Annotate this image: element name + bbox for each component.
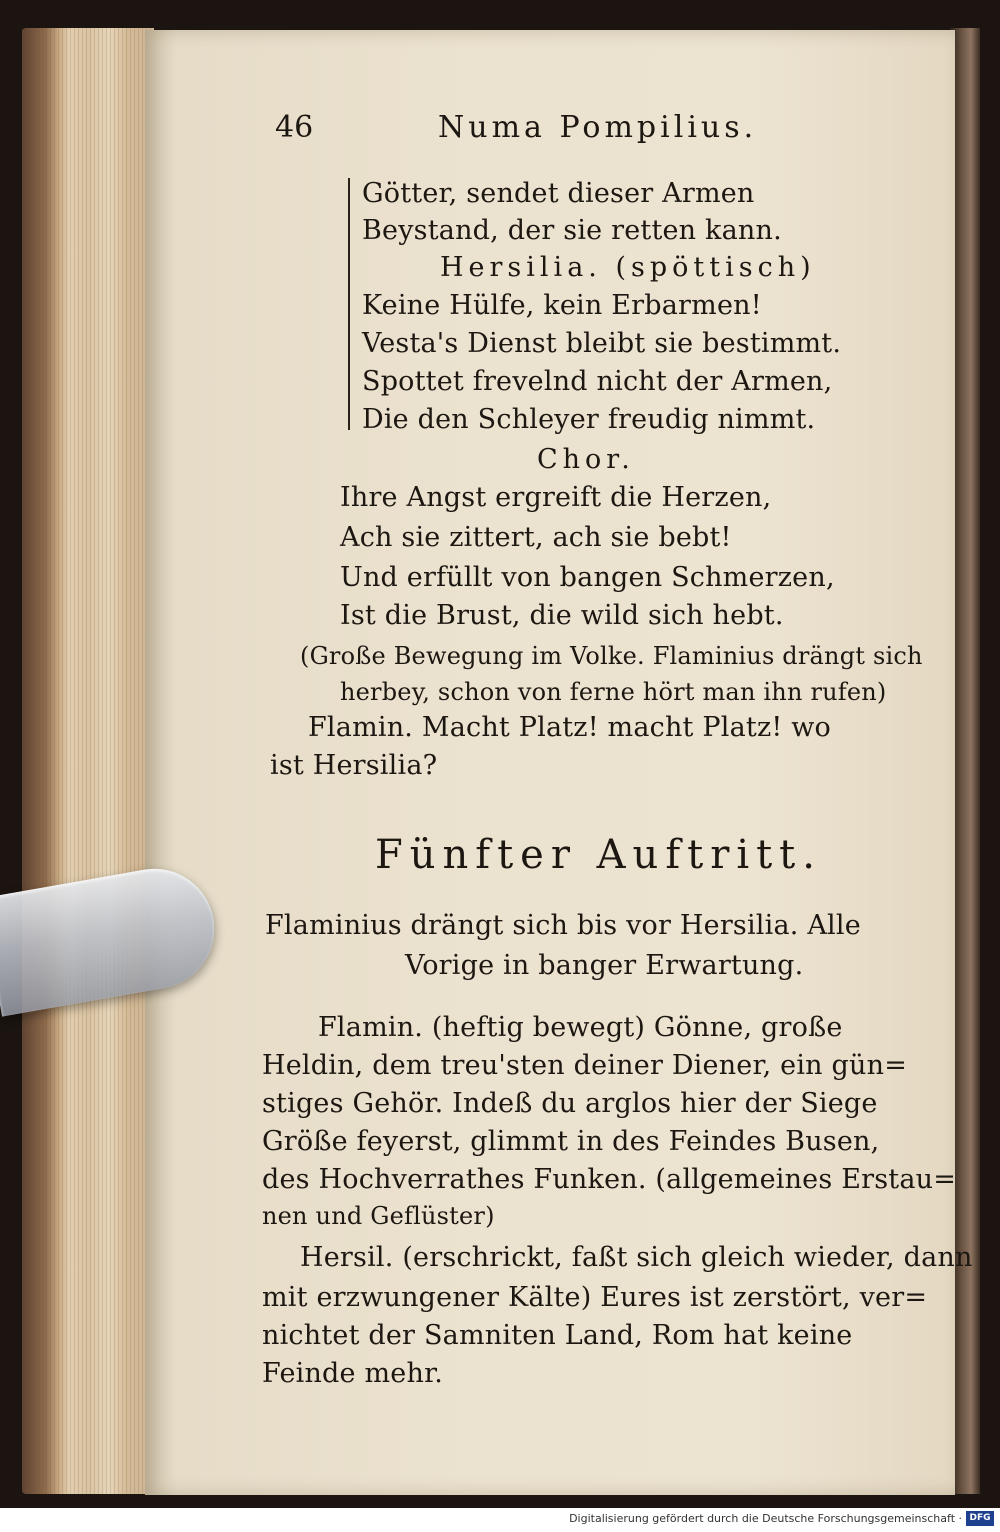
chorus-line: Ist die Brust, die wild sich hebt. [340, 600, 784, 631]
hersil-speech: mit erzwungener Kälte) Eures ist zerstört, ver= [262, 1282, 928, 1313]
flamin-speech: Heldin, dem treu'sten deiner Diener, ein gün= [262, 1050, 908, 1081]
song-line: Beystand, der sie retten kann. [362, 215, 782, 246]
hersil-speech: Hersil. (erschrickt, faßt sich gleich wieder, dann [300, 1242, 973, 1273]
stage-direction: (Große Bewegung im Volke. Flaminius drängt sich [300, 642, 923, 670]
flamin-speech: des Hochverrathes Funken. (allgemeines Erstau= [262, 1164, 957, 1195]
scene-cast: Vorige in banger Erwartung. [405, 950, 804, 981]
footer-credit: Digitalisierung gefördert durch die Deutsche Forschungsgemeinschaft · [569, 1512, 962, 1525]
speaker-hersilia: Hersilia. (spöttisch) [440, 252, 816, 283]
hersil-speech: Feinde mehr. [262, 1358, 443, 1389]
song-line: Die den Schleyer freudig nimmt. [362, 404, 816, 435]
scene-cast: Flaminius drängt sich bis vor Hersilia. Alle [265, 910, 861, 941]
speaker-chor: Chor. [537, 444, 635, 475]
flamin-speech: Flamin. Macht Platz! macht Platz! wo [308, 712, 831, 743]
song-line: Keine Hülfe, kein Erbarmen! [362, 290, 762, 321]
page-stack-left [22, 28, 154, 1494]
flamin-speech: stiges Gehör. Indeß du arglos hier der Siege [262, 1088, 878, 1119]
dfg-logo: DFG [966, 1511, 994, 1526]
flamin-speech: nen und Geflüster) [262, 1202, 495, 1230]
chorus-line: Ach sie zittert, ach sie bebt! [340, 522, 732, 553]
book-page [145, 30, 955, 1495]
song-line: Spottet frevelnd nicht der Armen, [362, 366, 833, 397]
running-head: Numa Pompilius. [438, 110, 758, 145]
song-line: Vesta's Dienst bleibt sie bestimmt. [362, 328, 842, 359]
scene-title: Fünfter Auftritt. [375, 832, 822, 878]
chorus-line: Und erfüllt von bangen Schmerzen, [340, 562, 835, 593]
flamin-speech: Größe feyerst, glimmt in des Feindes Busen, [262, 1126, 880, 1157]
flamin-speech: ist Hersilia? [270, 750, 438, 781]
stage-direction: herbey, schon von ferne hört man ihn rufen) [340, 678, 887, 706]
page-number: 46 [275, 110, 314, 145]
flamin-speech: Flamin. (heftig bewegt) Gönne, große [318, 1012, 843, 1043]
song-line: Götter, sendet dieser Armen [362, 178, 755, 209]
footer-bar [0, 1508, 1000, 1532]
chorus-line: Ihre Angst ergreift die Herzen, [340, 482, 772, 513]
song-bracket [348, 178, 358, 430]
hersil-speech: nichtet der Samniten Land, Rom hat keine [262, 1320, 853, 1351]
